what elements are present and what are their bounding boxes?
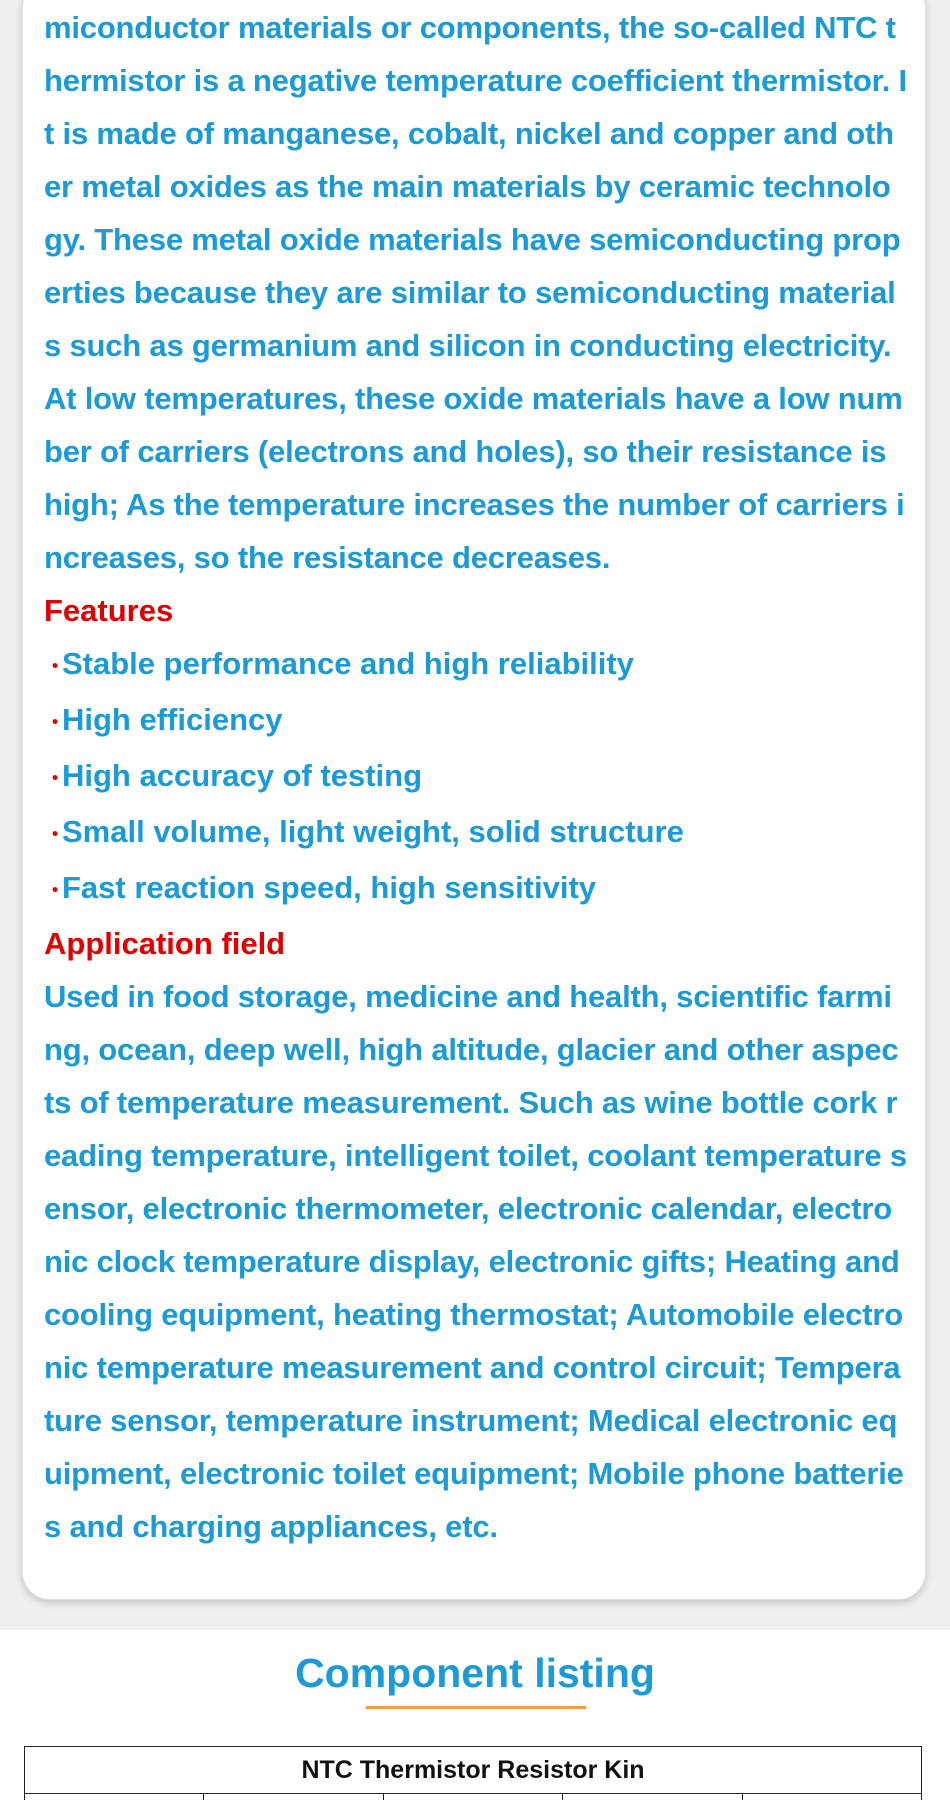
- feature-text: High accuracy of testing: [62, 758, 423, 793]
- table-cell: [383, 1794, 562, 1800]
- component-table: [24, 1746, 922, 1800]
- title-underline: [366, 1706, 586, 1709]
- table-cell: [742, 1794, 921, 1800]
- feature-item: [44, 805, 907, 861]
- table-cell: [204, 1794, 383, 1800]
- table-cell: [563, 1794, 742, 1800]
- component-listing-section: [0, 1630, 950, 1800]
- feature-item: [44, 861, 907, 917]
- feature-text: Stable performance and high reliability: [62, 646, 634, 681]
- bullet-icon: ・: [44, 822, 67, 847]
- bullet-icon: ・: [44, 654, 67, 679]
- component-listing-title: Component listing: [295, 1650, 655, 1696]
- bullet-icon: ・: [44, 878, 67, 903]
- table-row: [25, 1794, 922, 1800]
- bullet-icon: ・: [44, 710, 67, 735]
- application-paragraph: Used in food storage, medicine and health, scientific farming, ocean, deep well, high altitude, glacier and other aspects of temperature measurement. Such as wine bottle cork reading temperature, intelligent toilet, coolant temperature sensor, electronic thermometer, electronic calendar, electronic clock temperature display, electronic gifts; Heating and cooling equipment, heating thermostat; Automobile electronic temperature measurement and control circuit; Temperature sensor, temperature instrument; Medical electronic equipment, electronic toilet equipment; Mobile phone batteries and charging appliances, etc.: [44, 979, 907, 1544]
- description-card: [22, 0, 926, 1600]
- table-cell: [25, 1794, 204, 1800]
- feature-text: High efficiency: [62, 702, 283, 737]
- table-title: NTC Thermistor Resistor Kin: [25, 1747, 922, 1794]
- intro-paragraph: miconductor materials or components, the so-called NTC thermistor is a negative temperature coefficient thermistor. It is made of manganese, cobalt, nickel and copper and other metal oxides as the main materials by ceramic technology. These metal oxide materials have semiconducting properties because they are similar to semiconducting materials such as germanium and silicon in conducting electricity. At low temperatures, these oxide materials have a low number of carriers (electrons and holes), so their resistance is high; As the temperature increases the number of carriers increases, so the resistance decreases.: [44, 10, 907, 575]
- feature-item: [44, 749, 907, 805]
- table-header-row: [25, 1747, 922, 1794]
- features-heading: Features: [44, 593, 174, 628]
- feature-text: Fast reaction speed, high sensitivity: [62, 870, 597, 905]
- feature-item: [44, 637, 907, 693]
- features-list: [44, 637, 907, 917]
- bullet-icon: ・: [44, 766, 67, 791]
- feature-text: Small volume, light weight, solid structure: [62, 814, 684, 849]
- application-heading: Application field: [44, 926, 286, 961]
- feature-item: [44, 693, 907, 749]
